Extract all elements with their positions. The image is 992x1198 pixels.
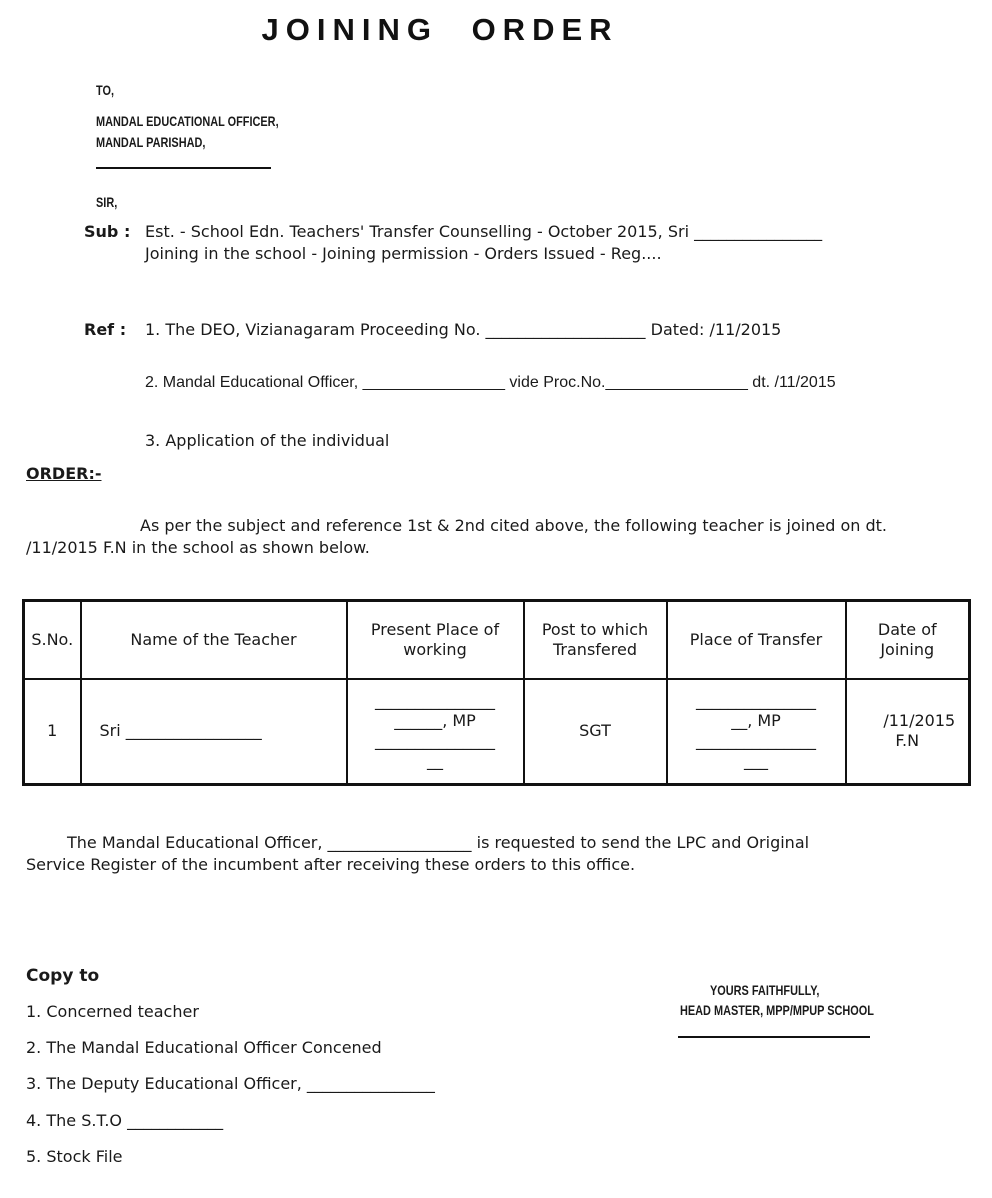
- row-present-line-2: ______, MP: [394, 711, 476, 731]
- row-transfer-line-4: ___: [744, 751, 768, 771]
- header-present-line-2: working: [403, 639, 467, 659]
- order-paragraph-line-2: /11/2015 F.N in the school as shown below.: [26, 538, 370, 557]
- reference-1: 1. The DEO, Vizianagaram Proceeding No. ____________________ Dated: /11/2015: [145, 320, 782, 339]
- table-row: [24, 679, 970, 785]
- copy-item-1: 1. Concerned teacher: [26, 1002, 199, 1021]
- address-to: TO,: [96, 82, 115, 98]
- subject-line-2: Joining in the school - Joining permission - Orders Issued - Reg....: [145, 244, 662, 263]
- row-transfer-line-3: _______________: [696, 731, 816, 751]
- row-name: Sri _________________: [81, 679, 347, 785]
- header-name: Name of the Teacher: [81, 601, 347, 679]
- order-paragraph-line-1: As per the subject and reference 1st & 2nd cited above, the following teacher is joined on dt.: [140, 516, 887, 535]
- row-date: [846, 679, 970, 785]
- header-present-place: [347, 601, 524, 679]
- header-transfer: Place of Transfer: [667, 601, 846, 679]
- request-line-2: Service Register of the incumbent after receiving these orders to this office.: [26, 855, 636, 874]
- header-post-line-2: Transfered: [553, 639, 637, 659]
- header-date-line-2: Joining: [880, 639, 935, 659]
- signature-line-1: YOURS FAITHFULLY,: [710, 982, 820, 998]
- table-header-row: [24, 601, 970, 679]
- signature-line-2: HEAD MASTER, MPP/MPUP SCHOOL: [680, 1002, 874, 1018]
- address-blank-rule: [96, 167, 271, 169]
- copy-item-3: 3. The Deputy Educational Officer, ________________: [26, 1074, 435, 1093]
- copy-item-2: 2. The Mandal Educational Officer Concened: [26, 1038, 382, 1057]
- request-line-1: The Mandal Educational Officer, __________________ is requested to send the LPC and Original: [67, 833, 810, 852]
- header-post: [524, 601, 667, 679]
- order-heading: ORDER:-: [26, 464, 102, 483]
- row-present-line-1: _______________: [375, 691, 495, 711]
- address-line-1: MANDAL EDUCATIONAL OFFICER,: [96, 113, 279, 129]
- row-transfer: [667, 679, 846, 785]
- row-present-place: [347, 679, 524, 785]
- copy-item-5: 5. Stock File: [26, 1147, 123, 1166]
- teacher-table: [22, 599, 971, 786]
- row-date-line-2: F.N: [895, 731, 920, 751]
- row-transfer-line-1: _______________: [696, 691, 816, 711]
- document-title: JOINING ORDER: [261, 12, 619, 47]
- header-post-line-1: Post to which: [541, 619, 649, 639]
- row-post: SGT: [524, 679, 667, 785]
- header-date-line-1: Date of: [877, 619, 937, 639]
- row-sno: 1: [24, 679, 81, 785]
- copy-item-4: 4. The S.T.O ____________: [26, 1111, 224, 1130]
- reference-label: Ref :: [84, 320, 127, 339]
- signature-rule: [678, 1036, 870, 1038]
- address-line-2: MANDAL PARISHAD,: [96, 134, 206, 150]
- header-present-line-1: Present Place of: [370, 619, 500, 639]
- row-date-line-1: /11/2015: [883, 711, 956, 731]
- subject-label: Sub :: [84, 222, 131, 241]
- header-date: [846, 601, 970, 679]
- row-transfer-line-2: __, MP: [731, 711, 781, 731]
- reference-3: 3. Application of the individual: [145, 431, 390, 450]
- reference-2: 2. Mandal Educational Officer, ________________ vide Proc.No.________________ dt. /11/2015: [145, 374, 836, 391]
- copy-heading: Copy to: [26, 966, 100, 986]
- row-present-line-4: __: [427, 751, 443, 771]
- header-sno: S.No.: [24, 601, 81, 679]
- salutation: SIR,: [96, 194, 118, 210]
- row-present-line-3: _______________: [375, 731, 495, 751]
- subject-line-1: Est. - School Edn. Teachers' Transfer Counselling - October 2015, Sri ________________: [145, 222, 823, 241]
